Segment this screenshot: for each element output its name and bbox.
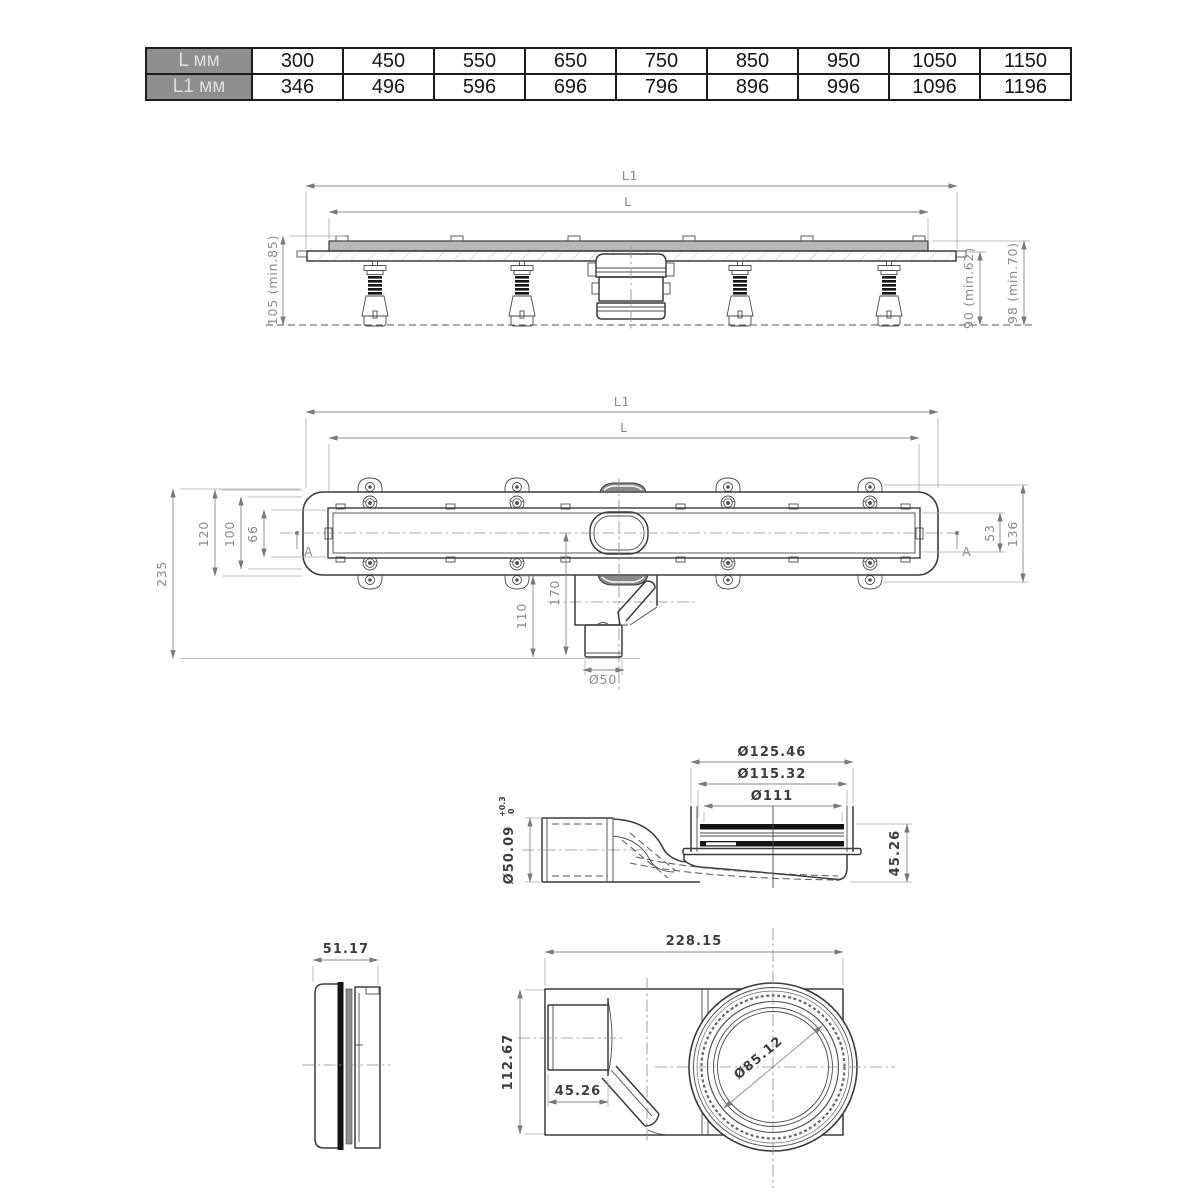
table-cell: 696 xyxy=(525,74,616,100)
table-cell: 896 xyxy=(707,74,798,100)
top-view xyxy=(154,394,1028,692)
top-dim-120: 120 xyxy=(196,520,211,548)
siphon-top-view xyxy=(501,928,895,1188)
section-dim-pipe-tol-lower: 0 xyxy=(507,808,516,814)
table-cell: 450 xyxy=(343,48,434,74)
top-dim-110: 110 xyxy=(514,602,529,630)
table-cell: 496 xyxy=(343,74,434,100)
table-cell: 996 xyxy=(798,74,889,100)
siphon-top-dim-pipe-len: 45.26 xyxy=(554,1084,602,1099)
table-cell: 1050 xyxy=(889,48,980,74)
size-table xyxy=(145,47,1072,101)
siphon-top-dim-diameter: Ø85.12 xyxy=(731,1033,787,1083)
section-dim-d1: Ø125.46 xyxy=(737,745,807,760)
top-dim-170: 170 xyxy=(547,579,562,607)
section-label-left: A xyxy=(304,544,314,559)
table-cell: 796 xyxy=(616,74,707,100)
section-dim-d3: Ø111 xyxy=(750,789,794,804)
table-cell: 950 xyxy=(798,48,889,74)
top-dim-235: 235 xyxy=(154,560,169,588)
table-cell: 1196 xyxy=(980,74,1071,100)
top-dim-66: 66 xyxy=(245,525,260,543)
table-cell: 750 xyxy=(616,48,707,74)
table-row-l1 xyxy=(146,74,1071,100)
top-dim-53: 53 xyxy=(982,524,997,542)
side-elevation-view xyxy=(265,168,1032,332)
table-cell: 850 xyxy=(707,48,798,74)
section-label-right: A xyxy=(962,544,972,559)
top-dim-l1: L1 xyxy=(613,394,631,409)
siphon-side-view xyxy=(302,942,390,1150)
section-dim-pipe: Ø50.09 xyxy=(502,825,517,885)
side-dim-height-left: 105 (min.85) xyxy=(265,234,280,326)
top-dim-100: 100 xyxy=(222,520,237,548)
table-header-l: L мм xyxy=(146,48,252,74)
table-cell: 1150 xyxy=(980,48,1071,74)
table-row-l xyxy=(146,48,1071,74)
side-dim-l1: L1 xyxy=(621,168,639,183)
side-dim-l: L xyxy=(624,194,632,209)
section-dim-pipe-tol-upper: +0.3 xyxy=(498,796,507,817)
table-cell: 550 xyxy=(434,48,525,74)
siphon-top-dim-height: 112.67 xyxy=(501,1033,516,1091)
top-dim-l: L xyxy=(620,420,628,435)
profile-dim-width: 51.17 xyxy=(322,942,370,957)
section-dim-d2: Ø115.32 xyxy=(737,767,807,782)
section-dim-height: 45.26 xyxy=(888,829,903,877)
table-cell: 1096 xyxy=(889,74,980,100)
table-cell: 300 xyxy=(252,48,343,74)
side-dim-height-right-inner: 90 (min.62) xyxy=(961,247,976,329)
table-cell: 650 xyxy=(525,48,616,74)
siphon-top-dim-width: 228.15 xyxy=(665,934,723,949)
top-dim-outlet: Ø50 xyxy=(588,672,618,687)
side-dim-height-right-outer: 98 (min.70) xyxy=(1005,242,1020,324)
table-cell: 596 xyxy=(434,74,525,100)
siphon-section-view xyxy=(498,745,912,888)
table-header-l1: L1 мм xyxy=(146,74,252,100)
top-dim-136: 136 xyxy=(1005,520,1020,548)
table-cell: 346 xyxy=(252,74,343,100)
